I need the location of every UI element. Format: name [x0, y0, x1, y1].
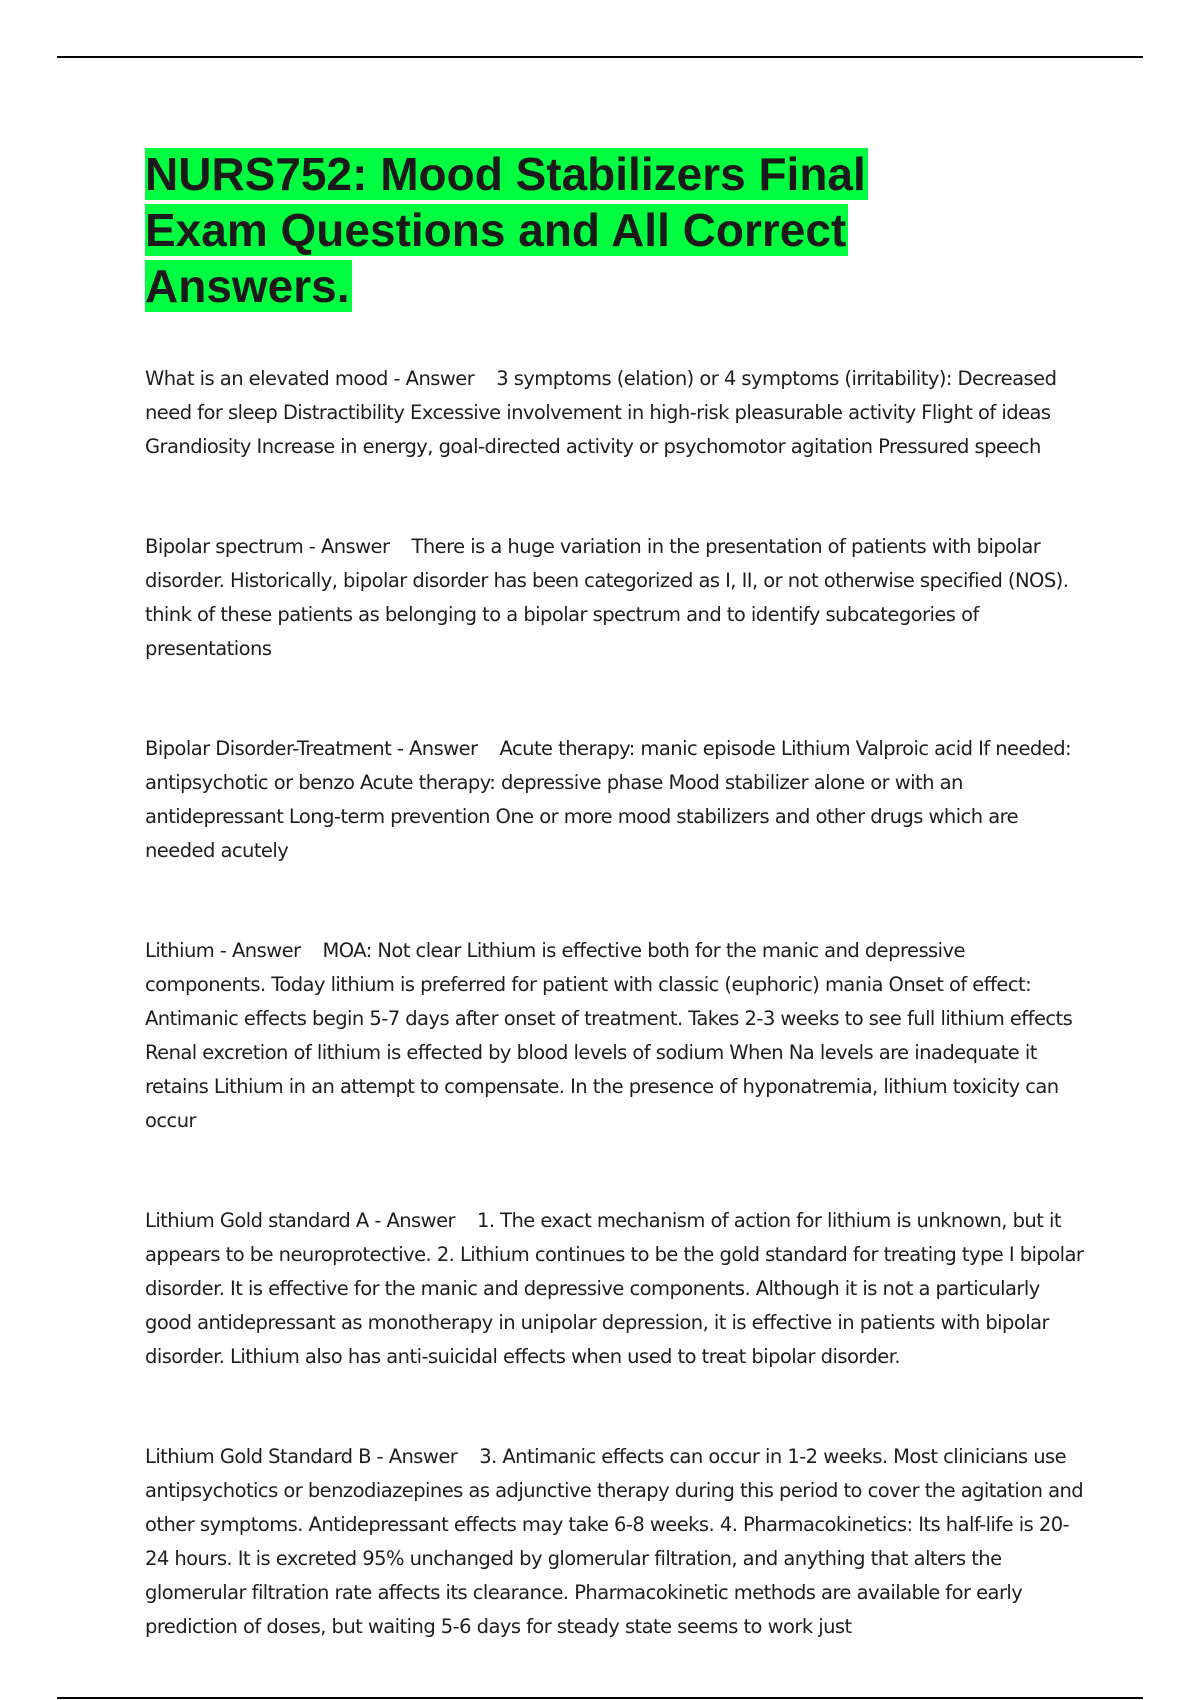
- qa-answer: 3. Antimanic effects can occur in 1-2 weeks. Most clinicians use antipsychotics or benzodiazepines as adjunctive therapy during this period to cover the agitation and other symptoms. Antidepressant effects may take 6-8 weeks. 4. Pharmacokinetics: Its half-life is 20-24 hours. It is excreted 95% unchanged by glomerular filtration, and anything that alters the glomerular filtration rate affects its clearance. Pharmacokinetic methods are available for early prediction of doses, but waiting 5-6 days for steady state seems to work just: [145, 1445, 1084, 1638]
- qa-term: Lithium - Answer: [145, 939, 301, 962]
- qa-entry: [145, 1204, 1090, 1374]
- qa-answer: Acute therapy: manic episode Lithium Valproic acid If needed: antipsychotic or benzo Acute therapy: depressive phase Mood stabilizer alone or with an antidepressant Long-term prevention One or more mood stabilizers and other drugs which are needed acutely: [145, 737, 1072, 862]
- qa-entry: [145, 1440, 1090, 1644]
- qa-term: Lithium Gold standard A - Answer: [145, 1209, 455, 1232]
- qa-entry: [145, 934, 1090, 1138]
- qa-term: Lithium Gold Standard B - Answer: [145, 1445, 458, 1468]
- qa-term: What is an elevated mood - Answer: [145, 367, 475, 390]
- title-highlight: NURS752: Mood Stabilizers Final Exam Questions and All Correct Answers.: [145, 148, 866, 312]
- qa-list: [145, 362, 1090, 1700]
- document-title: [145, 146, 965, 314]
- footer-divider: [57, 1697, 1143, 1699]
- qa-answer: There is a huge variation in the presentation of patients with bipolar disorder. Historically, bipolar disorder has been categorized as I, II, or not otherwise specified (NOS). think of these patients as belonging to a bipolar spectrum and to identify subcategories of presentations: [145, 535, 1069, 660]
- qa-entry: [145, 732, 1090, 868]
- header-divider: [57, 56, 1143, 58]
- qa-entry: [145, 362, 1090, 464]
- qa-term: Bipolar spectrum - Answer: [145, 535, 390, 558]
- qa-answer: MOA: Not clear Lithium is effective both for the manic and depressive components. Today lithium is preferred for patient with classic (euphoric) mania Onset of effect: Antimanic effects begin 5-7 days after onset of treatment. Takes 2-3 weeks to see full lithium effects Renal excretion of lithium is effected by blood levels of sodium When Na levels are inadequate it retains Lithium in an attempt to compensate. In the presence of hyponatremia, lithium toxicity can occur: [145, 939, 1073, 1132]
- qa-entry: [145, 530, 1090, 666]
- qa-term: Bipolar Disorder-Treatment - Answer: [145, 737, 478, 760]
- qa-answer: 3 symptoms (elation) or 4 symptoms (irritability): Decreased need for sleep Distractibility Excessive involvement in high-risk pleasurable activity Flight of ideas Grandiosity Increase in energy, goal-directed activity or psychomotor agitation Pressured speech: [145, 367, 1057, 458]
- qa-answer: 1. The exact mechanism of action for lithium is unknown, but it appears to be neuroprotective. 2. Lithium continues to be the gold standard for treating type I bipolar disorder. It is effective for the manic and depressive components. Although it is not a particularly good antidepressant as monotherapy in unipolar depression, it is effective in patients with bipolar disorder. Lithium also has anti-suicidal effects when used to treat bipolar disorder.: [145, 1209, 1084, 1368]
